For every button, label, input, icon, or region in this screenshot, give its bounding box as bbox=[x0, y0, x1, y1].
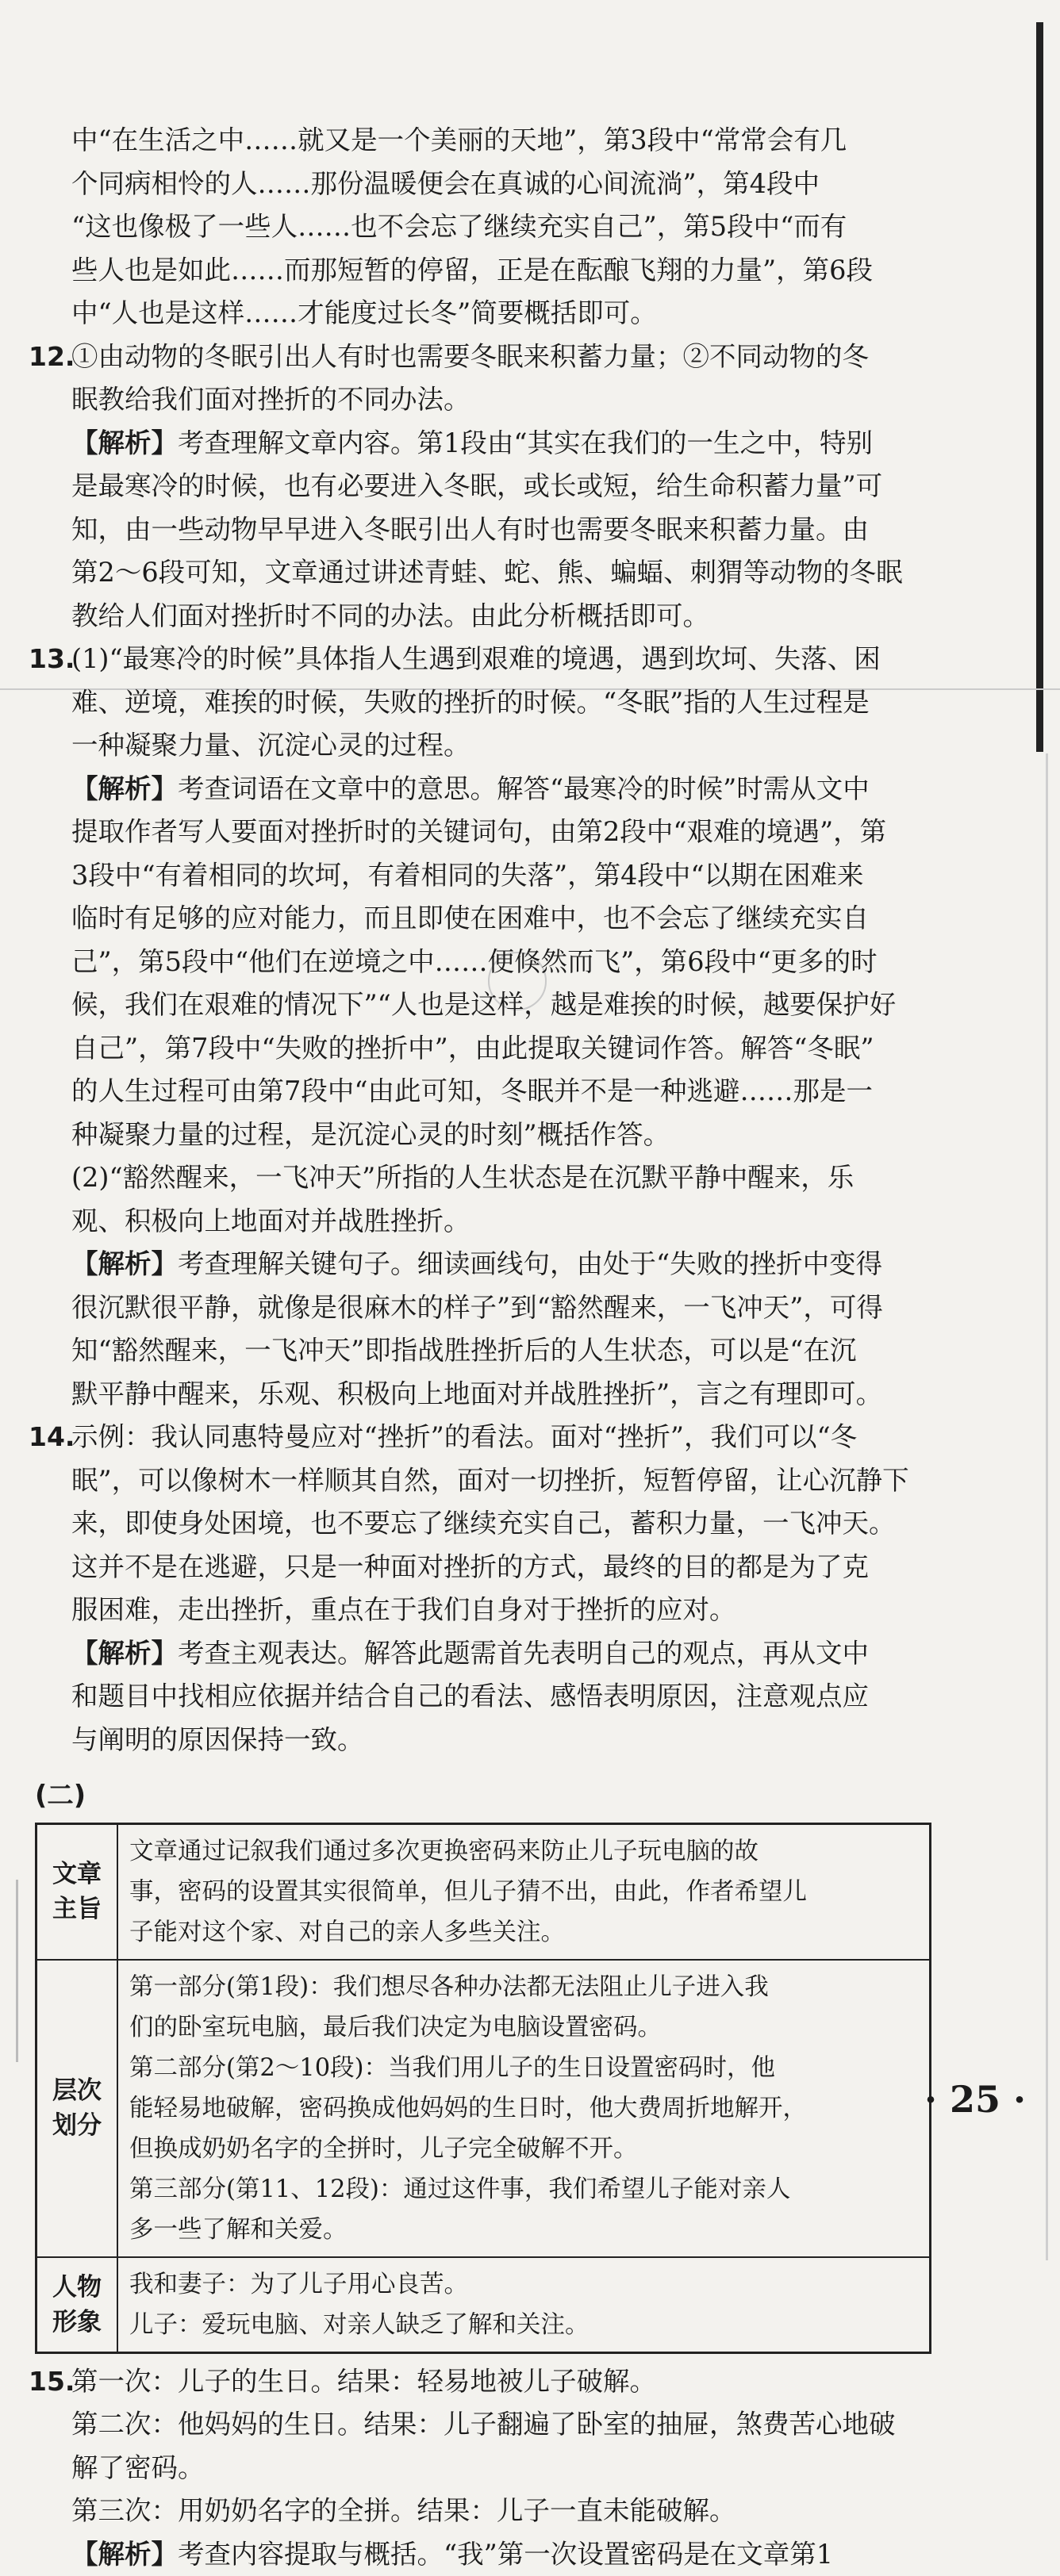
page-edge bbox=[1046, 753, 1048, 2260]
answer-line: 服困难，走出挫折，重点在于我们自身对于挫折的应对。 bbox=[71, 1589, 1024, 1632]
answer-line: 难、逆境，难挨的时候，失败的挫折的时候。“冬眠”指的人生过程是 bbox=[71, 681, 1024, 725]
table-row bbox=[36, 2257, 931, 2353]
question-14 bbox=[29, 1416, 1024, 1761]
question-13 bbox=[29, 638, 1024, 1416]
answer-line: (2)“豁然醒来，一飞冲天”所指的人生状态是在沉默平静中醒来，乐 bbox=[71, 1156, 1024, 1200]
question-number: 14. bbox=[29, 1416, 75, 1459]
analysis-line: 是最寒冷的时候，也有必要进入冬眠，或长或短，给生命积蓄力量”可 bbox=[71, 465, 1024, 508]
intro-line: “这也像极了一些人……也不会忘了继续充实自己”，第5段中“而有 bbox=[71, 205, 1024, 249]
analysis-tag: 【解析】 bbox=[71, 773, 178, 804]
answer-line: 示例：我认同惠特曼应对“挫折”的看法。面对“挫折”，我们可以“冬 bbox=[71, 1416, 1024, 1459]
analysis-line: 的人生过程可由第7段中“由此可知，冬眠并不是一种逃避……那是一 bbox=[71, 1070, 1024, 1114]
answer-line: 解了密码。 bbox=[71, 2447, 1024, 2490]
intro-line: 个同病相怜的人……那份温暖便会在真诚的心间流淌”，第4段中 bbox=[71, 163, 1024, 206]
analysis-line: 提取作者写人要面对挫折时的关键词句，由第2段中“艰难的境遇”，第 bbox=[71, 811, 1024, 854]
answer-line: 眠教给我们面对挫折的不同办法。 bbox=[71, 378, 1024, 422]
analysis-line: 己”，第5段中“他们在逆境之中……便倏然而飞”，第6段中“更多的时 bbox=[71, 941, 1024, 984]
analysis-tag: 【解析】 bbox=[71, 1638, 178, 1669]
section-heading: (二) bbox=[35, 1774, 1024, 1818]
analysis-tag: 【解析】 bbox=[71, 1248, 178, 1279]
summary-table bbox=[35, 1823, 931, 2354]
table-row bbox=[36, 1823, 931, 1960]
question-number: 13. bbox=[29, 638, 75, 681]
answer-line: 眠”，可以像树木一样顺其自然，面对一切挫折，短暂停留，让心沉静下 bbox=[71, 1459, 1024, 1503]
intro-line: 中“在生活之中……就又是一个美丽的天地”，第3段中“常常会有几 bbox=[71, 119, 1024, 163]
answer-line: 第三次：用奶奶名字的全拼。结果：儿子一直未能破解。 bbox=[71, 2490, 1024, 2533]
analysis-line: 和题目中找相应依据并结合自己的看法、感悟表明原因，注意观点应 bbox=[71, 1675, 1024, 1719]
analysis-line: 知“豁然醒来，一飞冲天”即指战胜挫折后的人生状态，可以是“在沉 bbox=[71, 1329, 1024, 1373]
intro-line: 些人也是如此……而那短暂的停留，正是在酝酿飞翔的力量”，第6段 bbox=[71, 249, 1024, 293]
answer-line: 观、积极向上地面对并战胜挫折。 bbox=[71, 1200, 1024, 1244]
analysis-line: 【解析】考查理解关键句子。细读画线句，由处于“失败的挫折中变得 bbox=[71, 1243, 1024, 1286]
row-header: 层次 划分 bbox=[36, 1960, 118, 2257]
analysis-line: 知，由一些动物早早进入冬眠引出人有时也需要冬眠来积蓄力量。由 bbox=[71, 508, 1024, 552]
analysis-line: 【解析】考查理解文章内容。第1段由“其实在我们的一生之中，特别 bbox=[71, 422, 1024, 466]
row-content: 我和妻子：为了儿子用心良苦。 儿子：爱玩电脑、对亲人缺乏了解和关注。 bbox=[117, 2257, 931, 2353]
analysis-line: 自己”，第7段中“失败的挫折中”，由此提取关键词作答。解答“冬眠” bbox=[71, 1027, 1024, 1071]
answer-page bbox=[29, 119, 1024, 2576]
row-content: 第一部分(第1段)：我们想尽各种办法都无法阻止儿子进入我 们的卧室玩电脑，最后我们决定为电脑设置密码。 第二部分(第2～10段)：当我们用儿子的生日设置密码时，他 能轻易地破解，密码换成他妈妈的生日时，他大费周折地解开， 但换成奶奶名字的全拼时，儿子完全破解不开。 第三部分(第11、12段)：通过这件事，我们希望儿子能对亲人 多一些了解和关爱。 bbox=[117, 1960, 931, 2257]
answer-line: 来，即使身处困境，也不要忘了继续充实自己，蓄积力量，一飞冲天。 bbox=[71, 1502, 1024, 1546]
analysis-tag: 【解析】 bbox=[71, 427, 178, 458]
row-content: 文章通过记叙我们通过多次更换密码来防止儿子玩电脑的故 事，密码的设置其实很简单，但儿子猜不出，由此，作者希望儿 子能对这个家、对自己的亲人多些关注。 bbox=[117, 1823, 931, 1960]
question-number: 15. bbox=[29, 2360, 75, 2404]
analysis-line: 第2～6段可知，文章通过讲述青蛙、蛇、熊、蝙蝠、刺猬等动物的冬眠 bbox=[71, 551, 1024, 595]
answer-line: 一种凝聚力量、沉淀心灵的过程。 bbox=[71, 724, 1024, 768]
analysis-line: 候，我们在艰难的情况下”“人也是这样，越是难挨的时候，越要保护好 bbox=[71, 983, 1024, 1027]
answer-line: 第一次：儿子的生日。结果：轻易地被儿子破解。 bbox=[71, 2360, 1024, 2404]
page-number: · 25 · bbox=[924, 2078, 1026, 2121]
analysis-tag: 【解析】 bbox=[71, 2539, 178, 2570]
analysis-line: 默平静中醒来，乐观、积极向上地面对并战胜挫折”，言之有理即可。 bbox=[71, 1373, 1024, 1416]
answer-line: 第二次：他妈妈的生日。结果：儿子翻遍了卧室的抽屉，煞费苦心地破 bbox=[71, 2403, 1024, 2447]
row-header: 人物 形象 bbox=[36, 2257, 118, 2353]
analysis-line: 【解析】考查主观表达。解答此题需首先表明自己的观点，再从文中 bbox=[71, 1632, 1024, 1676]
intro-block bbox=[29, 119, 1024, 335]
row-header: 文章 主旨 bbox=[36, 1823, 118, 1960]
question-15 bbox=[29, 2360, 1024, 2576]
table-row bbox=[36, 1960, 931, 2257]
analysis-line: 很沉默很平静，就像是很麻木的样子”到“豁然醒来，一飞冲天”，可得 bbox=[71, 1286, 1024, 1330]
analysis-line: 与阐明的原因保持一致。 bbox=[71, 1719, 1024, 1762]
question-number: 12. bbox=[29, 335, 75, 379]
analysis-line: 教给人们面对挫折时不同的办法。由此分析概括即可。 bbox=[71, 595, 1024, 638]
answer-line: 这并不是在逃避，只是一种面对挫折的方式，最终的目的都是为了克 bbox=[71, 1546, 1024, 1589]
question-12 bbox=[29, 335, 1024, 638]
analysis-line: 3段中“有着相同的坎坷，有着相同的失落”，第4段中“以期在困难来 bbox=[71, 854, 1024, 898]
analysis-line: 【解析】考查内容提取与概括。“我”第一次设置密码是在文章第1 bbox=[71, 2533, 1024, 2576]
binding-edge bbox=[1036, 22, 1043, 752]
margin-line bbox=[16, 1880, 18, 2062]
answer-line: (1)“最寒冷的时候”具体指人生遇到艰难的境遇，遇到坎坷、失落、困 bbox=[71, 638, 1024, 681]
analysis-line: 临时有足够的应对能力，而且即使在困难中，也不会忘了继续充实自 bbox=[71, 897, 1024, 941]
analysis-line: 【解析】考查词语在文章中的意思。解答“最寒冷的时候”时需从文中 bbox=[71, 768, 1024, 811]
answer-line: ①由动物的冬眠引出人有时也需要冬眠来积蓄力量；②不同动物的冬 bbox=[71, 335, 1024, 379]
intro-line: 中“人也是这样……才能度过长冬”简要概括即可。 bbox=[71, 292, 1024, 335]
analysis-line: 种凝聚力量的过程，是沉淀心灵的时刻”概括作答。 bbox=[71, 1114, 1024, 1157]
